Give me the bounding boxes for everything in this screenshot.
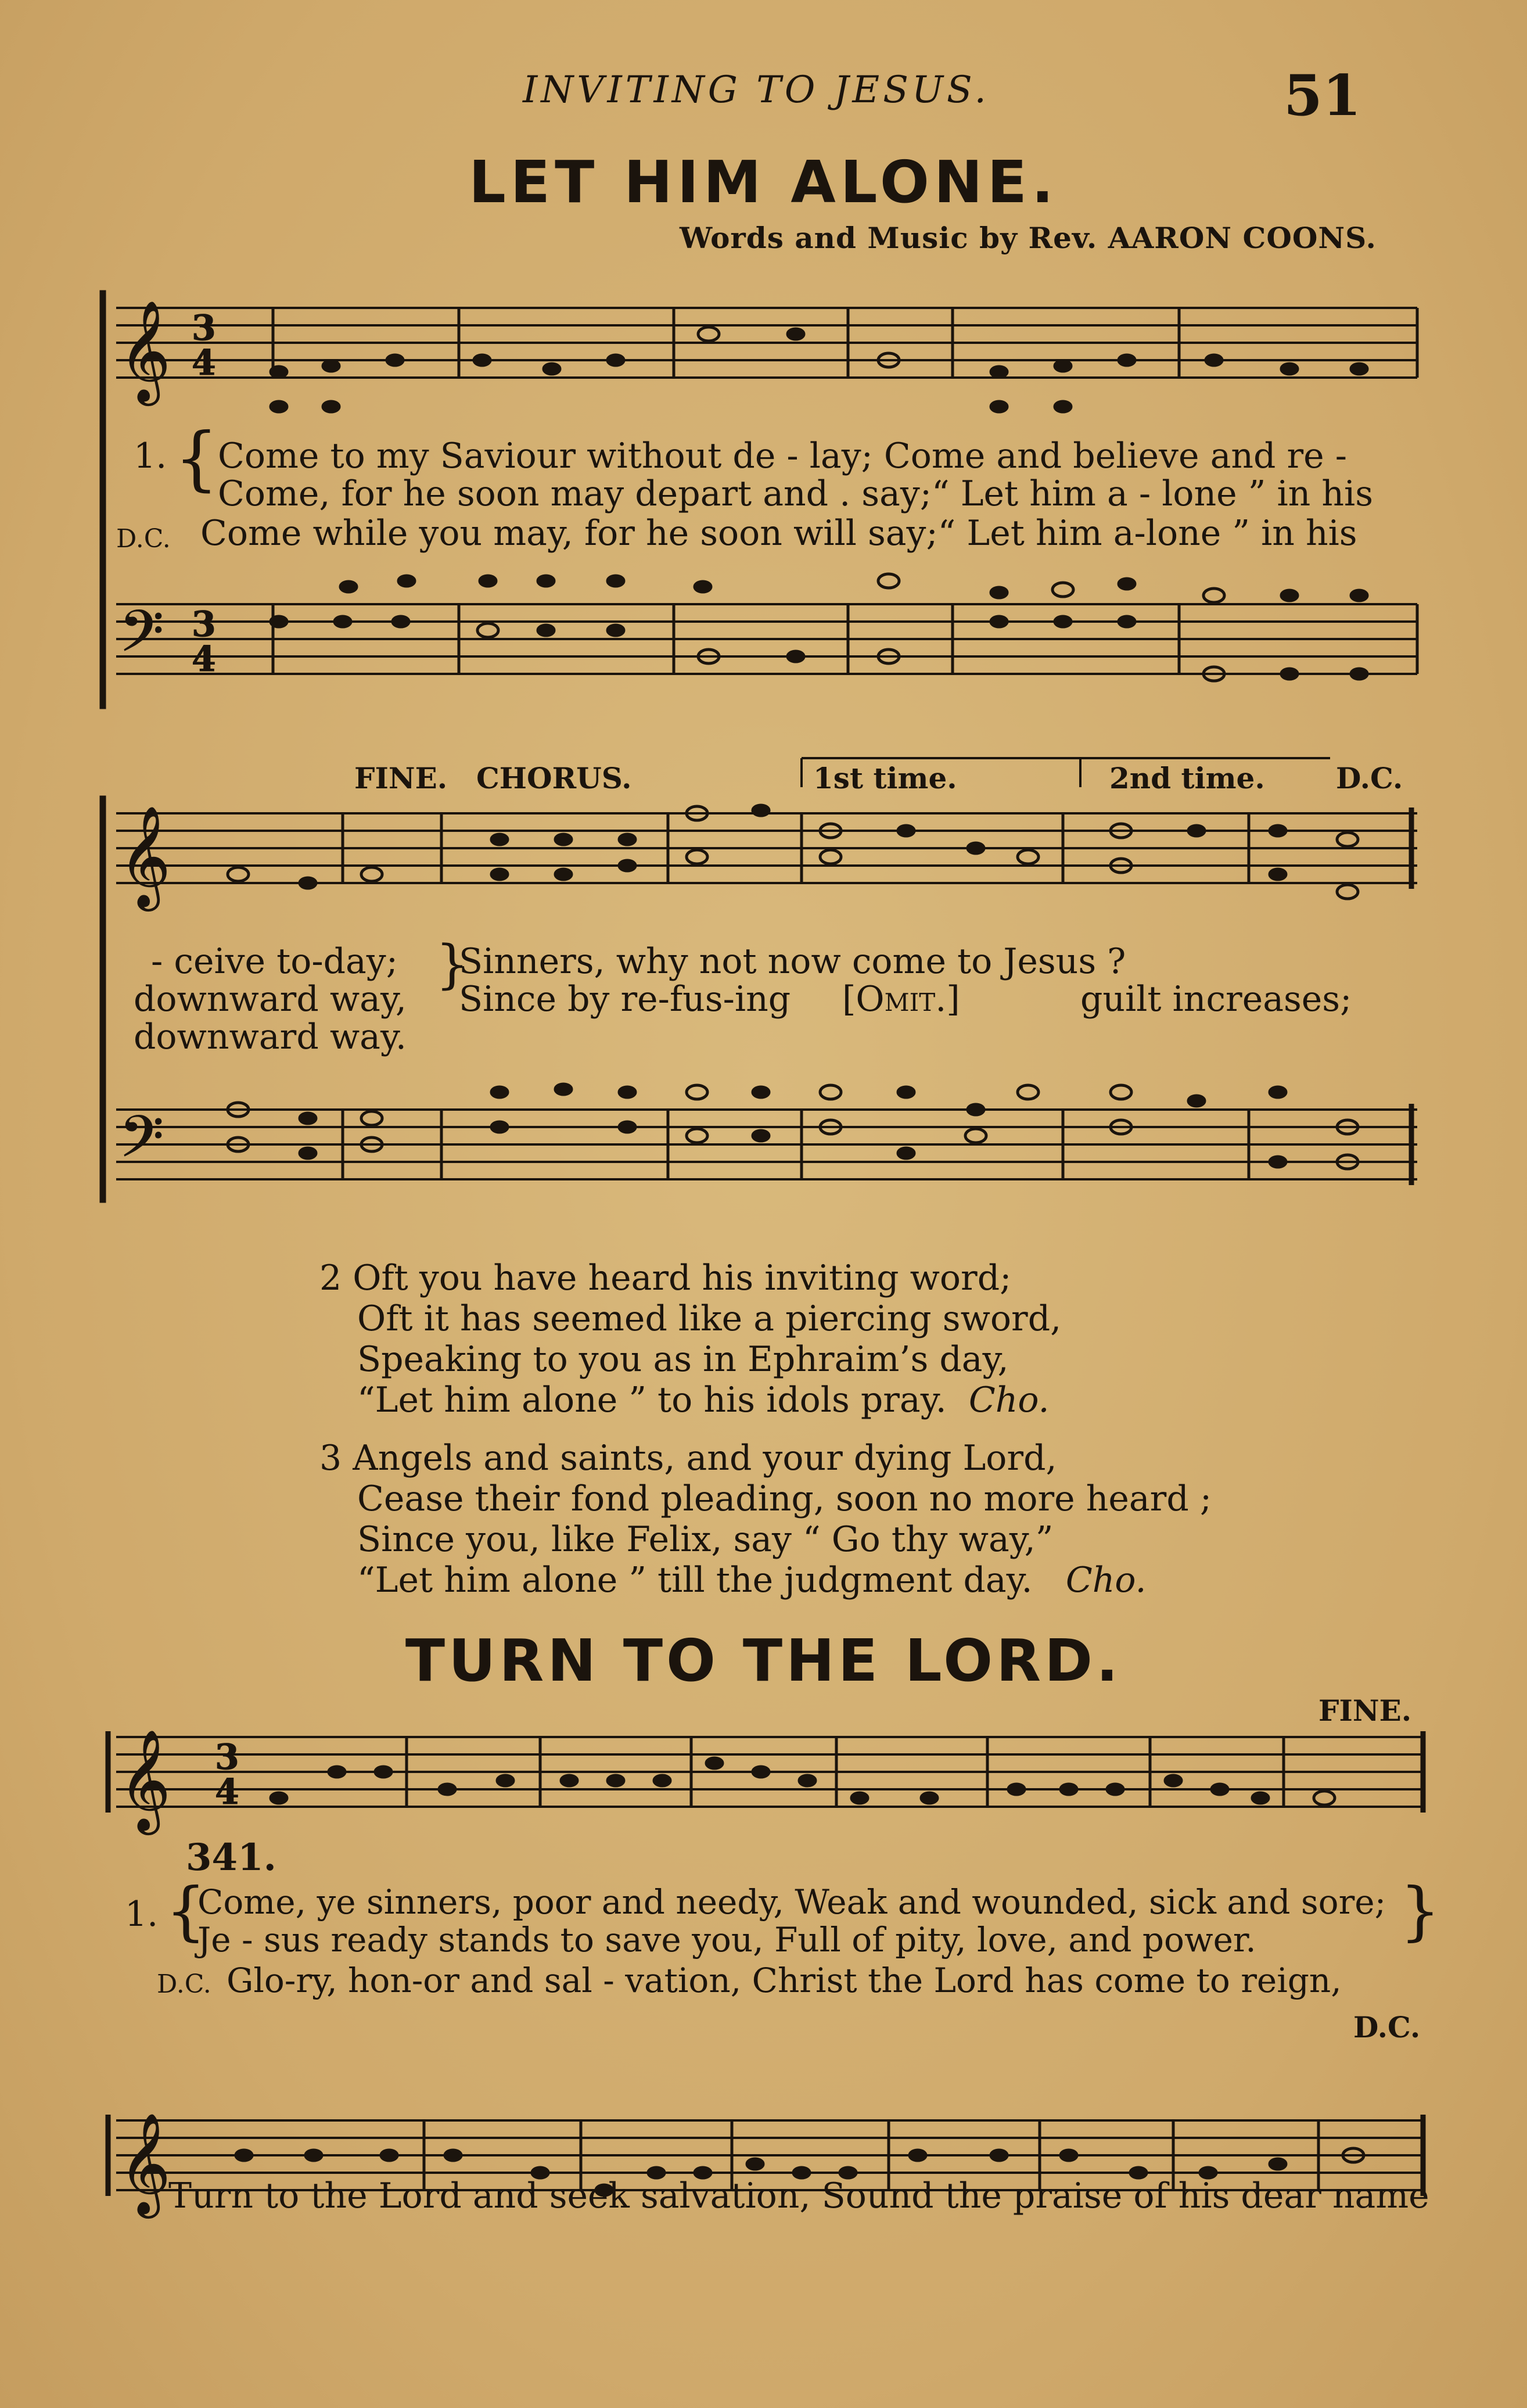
hymn1-line-c: Come while you may, for he soon will say;“ Let him a-lone ” in his (200, 513, 1357, 554)
hymn2-line-c: Glo-ry, hon-or and sal - vation, Christ the Lord has come to reign, (227, 1961, 1342, 2000)
stanza-line: Speaking to you as in Ephraim’s day, (357, 1339, 1009, 1380)
bass-clef-icon: 𝄢 (119, 598, 164, 679)
hymn2-refrain: Turn to the Lord and seek salvation, Sound the praise of his dear name (168, 2176, 1429, 2216)
hymn2-verse-number: 1. (125, 1894, 159, 1935)
hymn1-line-d2: Sinners, why not now come to Jesus ? (459, 941, 1126, 982)
omit-marker: [Omit.] (842, 979, 960, 1020)
staff-system2-treble (116, 813, 1417, 883)
fine-label: FINE. (354, 761, 448, 795)
treble-clef-icon: 𝄞 (119, 2113, 171, 2214)
treble-clef-icon: 𝄞 (119, 1729, 171, 1831)
hymn1-credit: Words and Music by Rev. AARON COONS. (680, 221, 1377, 255)
brace-icon: { (166, 1874, 206, 1948)
notes-hymn2-system1 (270, 1757, 1335, 1805)
page-number: 51 (1284, 63, 1361, 128)
svg-text:4: 4 (192, 639, 216, 680)
hymn2-number: 341. (186, 1836, 276, 1879)
stanza-3 (319, 1438, 1212, 1600)
running-head: INVITING TO JESUS. (523, 69, 990, 112)
stanza-line: Cease their fond pleading, soon no more heard ; (357, 1478, 1212, 1519)
svg-text:4: 4 (215, 1772, 239, 1813)
bass-clef-icon: 𝄢 (119, 1104, 164, 1185)
hymn2-title: TURN TO THE LORD. (405, 1627, 1122, 1695)
staff-system1-bass (116, 604, 1417, 674)
stanza-line: 2 Oft you have heard his inviting word; (319, 1258, 1012, 1298)
notes-system1-bass (270, 574, 1368, 681)
treble-clef-icon: 𝄞 (119, 300, 171, 401)
second-time-label: 2nd time. (1109, 761, 1265, 795)
brace-icon: } (1400, 1874, 1440, 1948)
hymn1-line-e: downward way, (134, 979, 407, 1020)
treble-clef-icon: 𝄞 (119, 806, 171, 907)
svg-text:3: 3 (215, 1737, 239, 1778)
hymn1-title: LET HIM ALONE. (469, 148, 1058, 216)
brace-icon: { (174, 418, 219, 499)
stanza-2 (319, 1258, 1061, 1420)
stanza-line: 3 Angels and saints, and your dying Lord, (319, 1438, 1057, 1478)
hymn2-line-a: Come, ye sinners, poor and needy, Weak and wounded, sick and sore; (197, 1882, 1386, 1922)
hymn2-dc-end: D.C. (1353, 2010, 1421, 2044)
dc-label: D.C. (1336, 761, 1403, 795)
hymn1-line-f: downward way. (134, 1017, 407, 1057)
stanza-line: “Let him alone ” till the judgment day. (357, 1560, 1033, 1600)
notes-system1-treble (270, 327, 1368, 413)
stanza-line: Since you, like Felix, say “ Go thy way,” (357, 1519, 1054, 1560)
first-time-label: 1st time. (813, 761, 957, 795)
hymn1-line-b: Come, for he soon may depart and . say;“ Let him a - lone ” in his (218, 473, 1374, 514)
hymn2-line-b: Je - sus ready stands to save you, Full of pity, love, and power. (197, 1920, 1256, 1960)
stanza-line: Oft it has seemed like a piercing sword, (357, 1298, 1062, 1339)
notes-system2-treble (228, 804, 1358, 899)
hymn1-dc-mark: D.C. (116, 524, 171, 554)
brace-icon: } (436, 934, 469, 995)
hymn1-verse-number: 1. (134, 436, 167, 476)
chorus-label: CHORUS. (476, 761, 632, 795)
hymn1-line-d: - ceive to-day; (151, 941, 398, 982)
chorus-cue: Cho. (968, 1380, 1050, 1420)
hymn1-line-e3: guilt increases; (1080, 979, 1352, 1020)
system2-brace-bar (100, 796, 106, 1203)
svg-text:3: 3 (192, 308, 216, 349)
hymn1-line-a: Come to my Saviour without de - lay; Come and believe and re - (218, 436, 1347, 476)
svg-text:4: 4 (192, 343, 216, 383)
hymn2-dc-mark: D.C. (157, 1969, 211, 1999)
chorus-cue: Cho. (1065, 1560, 1147, 1600)
stanza-line: “Let him alone ” to his idols pray. (357, 1380, 947, 1420)
hymn2-fine-label: FINE. (1318, 1693, 1412, 1728)
hymn1-line-e2: Since by re-fus-ing (459, 979, 791, 1020)
system1-brace-bar (100, 290, 106, 709)
staff-system1-treble (116, 308, 1417, 378)
svg-text:3: 3 (192, 604, 216, 645)
